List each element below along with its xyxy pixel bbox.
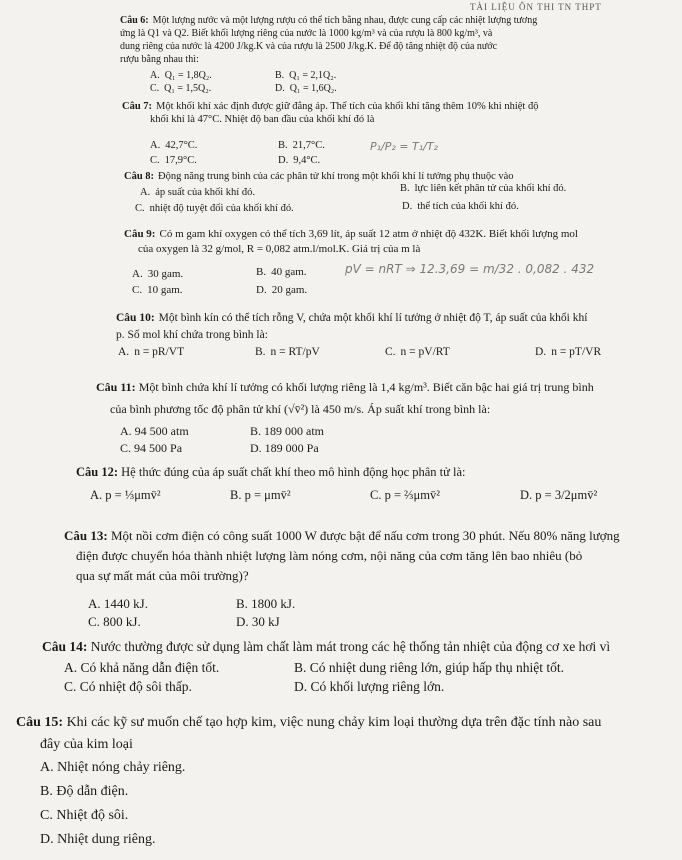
question-14 [42, 638, 676, 656]
question-text: Một bình kín có thể tích rỗng V, chứa một khối khí lí tưởng ở nhiệt độ T, áp suất của khối khí [158, 312, 588, 324]
question-text: Nước thường được sử dụng làm chất làm mát trong các hệ thống tản nhiệt của động cơ xe hơi vì [90, 639, 611, 654]
option-d: D. n = pT/VR [535, 346, 602, 358]
option-c: C. n = pV/RT [385, 346, 450, 358]
option-d: D. 189 000 Pa [250, 441, 319, 455]
option-b: B. 1800 kJ. [236, 596, 296, 611]
option-a: A. n = pR/VT [118, 346, 185, 358]
question-text: qua sự mất mát của môi trường)? [76, 568, 249, 583]
option-c: C. 17,9°C. [150, 155, 197, 166]
option-b: B. Có nhiệt dung riêng lớn, giúp hấp thụ nhiệt tốt. [294, 660, 565, 675]
question-text: khối khí là 47°C. Nhiệt độ ban đầu của khối khí đó là [150, 114, 375, 125]
option-a: A. 94 500 atm [120, 424, 189, 438]
option-c: C. nhiệt độ tuyệt đối của khối khí đó. [135, 203, 294, 214]
option-b: B. lực liên kết phân tử của khối khí đó. [400, 183, 567, 194]
question-number: Câu 10: [116, 312, 155, 324]
option-a: A. áp suất của khối khí đó. [140, 187, 255, 198]
option-b: B. n = RT/pV [255, 346, 320, 358]
question-15 [16, 712, 676, 756]
question-6 [120, 14, 676, 66]
question-text: Có m gam khí oxygen có thể tích 3,69 lít, áp suất 12 atm ở nhiệt độ 432K. Biết khối lượng mol [159, 228, 578, 240]
option-c: C. Nhiệt độ sôi. [40, 808, 129, 823]
question-number: Câu 12: [76, 465, 119, 479]
option-b: B. 21,7°C. [278, 140, 325, 151]
question-text: Hệ thức đúng của áp suất chất khí theo mô hình động học phân tử là: [121, 465, 466, 479]
option-a: A. Nhiệt nóng chảy riêng. [40, 760, 186, 775]
option-d: D. 30 kJ [236, 614, 280, 629]
question-text: ứng là Q1 và Q2. Biết khối lượng riêng của nước là 1000 kg/m³ và của rượu là 800 kg/m³, và [120, 28, 493, 39]
question-number: Câu 11: [96, 380, 136, 394]
question-text: đây của kim loại [40, 737, 133, 752]
question-text: dung riêng của nước là 4200 J/kg.K và của rượu là 2500 J/kg.K. Để độ tăng nhiệt độ của nước [120, 41, 498, 52]
option-d: D. thể tích của khối khí đó. [402, 201, 519, 212]
option-d: D. Có khối lượng riêng lớn. [294, 679, 445, 694]
question-8 [124, 170, 676, 183]
option-d: D. Nhiệt dung riêng. [40, 832, 156, 847]
question-number: Câu 13: [64, 528, 108, 543]
option-b: B. Q₁ = 2,1Q₂. [275, 70, 337, 81]
option-c: C. 94 500 Pa [120, 441, 183, 455]
option-b: B. 189 000 atm [250, 424, 325, 438]
option-a: A. Q₁ = 1,8Q₂. [150, 70, 212, 81]
option-c: C. Q₁ = 1,5Q₂. [150, 83, 212, 94]
option-c: C. 800 kJ. [88, 614, 141, 629]
handwritten-note: pV = nRT ⇒ 12.3,69 = m/32 . 0,082 . 432 [345, 262, 595, 276]
question-number: Câu 6: [120, 15, 149, 26]
question-number: Câu 7: [122, 101, 153, 112]
question-12 [76, 464, 676, 480]
option-a: A. 30 gam. [132, 268, 184, 280]
option-c: C. 10 gam. [132, 284, 183, 296]
question-text: Khi các kỹ sư muốn chế tạo hợp kim, việc nung chảy kim loại thường dựa trên đặc tính nào sau [66, 715, 602, 730]
option-d: D. Q₁ = 1,6Q₂. [275, 83, 337, 94]
option-d: D. p = 3/2μmv̄² [520, 488, 598, 502]
option-a: A. 1440 kJ. [88, 596, 148, 611]
question-text: Một bình chứa khí lí tưởng có khối lượng riêng là 1,4 kg/m³. Biết căn bậc hai giá trị trung bình [138, 380, 594, 394]
question-text: Một lượng nước và một lượng rượu có thể tích bằng nhau, được cung cấp các nhiệt lượng tương [152, 15, 538, 26]
question-text: Động năng trung bình của các phân tử khí trong một khối khí lí tưởng phụ thuộc vào [158, 171, 514, 182]
question-11 [96, 376, 676, 420]
question-text: điện được chuyển hóa thành nhiệt lượng làm nóng cơm, nội năng của cơm tăng lên bao nhiêu (bỏ [76, 548, 583, 563]
page-header: TÀI LIỆU ÔN THI TN THPT [470, 2, 602, 12]
option-b: B. p = μmv̄² [230, 488, 291, 502]
option-a: A. Có khả năng dẫn điện tốt. [64, 660, 220, 675]
question-number: Câu 9: [124, 228, 156, 240]
option-d: D. 20 gam. [256, 284, 308, 296]
question-9 [124, 227, 676, 257]
option-b: B. 40 gam. [256, 266, 307, 278]
handwritten-note: P₁/P₂ = T₁/T₂ [370, 140, 438, 153]
question-text: p. Số mol khí chứa trong bình là: [116, 329, 268, 341]
question-13 [64, 526, 676, 586]
question-number: Câu 14: [42, 639, 88, 654]
question-7 [122, 100, 676, 126]
question-number: Câu 15: [16, 715, 64, 730]
option-c: C. p = ⅔μmv̄² [370, 488, 440, 502]
question-text: của bình phương tốc độ phân tử khí (√v̄²) là 450 m/s. Áp suất khí trong bình là: [110, 402, 491, 416]
question-text: Một nồi cơm điện có công suất 1000 W được bật để nấu cơm trong 30 phút. Nếu 80% năng lượng [110, 528, 620, 543]
question-number: Câu 8: [124, 171, 155, 182]
option-c: C. Có nhiệt độ sôi thấp. [64, 679, 192, 694]
question-10 [116, 310, 676, 344]
option-d: D. 9,4°C. [278, 155, 321, 166]
option-b: B. Độ dẫn điện. [40, 784, 129, 799]
question-text: của oxygen là 32 g/mol, R = 0,082 atm.l/mol.K. Giá trị của m là [138, 243, 421, 255]
question-text: rượu bằng nhau thì: [120, 54, 199, 65]
question-text: Một khối khí xác định được giữ đẳng áp. Thể tích của khối khí tăng thêm 10% khi nhiệt độ [156, 101, 539, 112]
option-a: A. p = ⅓μmv̄² [90, 488, 161, 502]
option-a: A. 42,7°C. [150, 140, 198, 151]
